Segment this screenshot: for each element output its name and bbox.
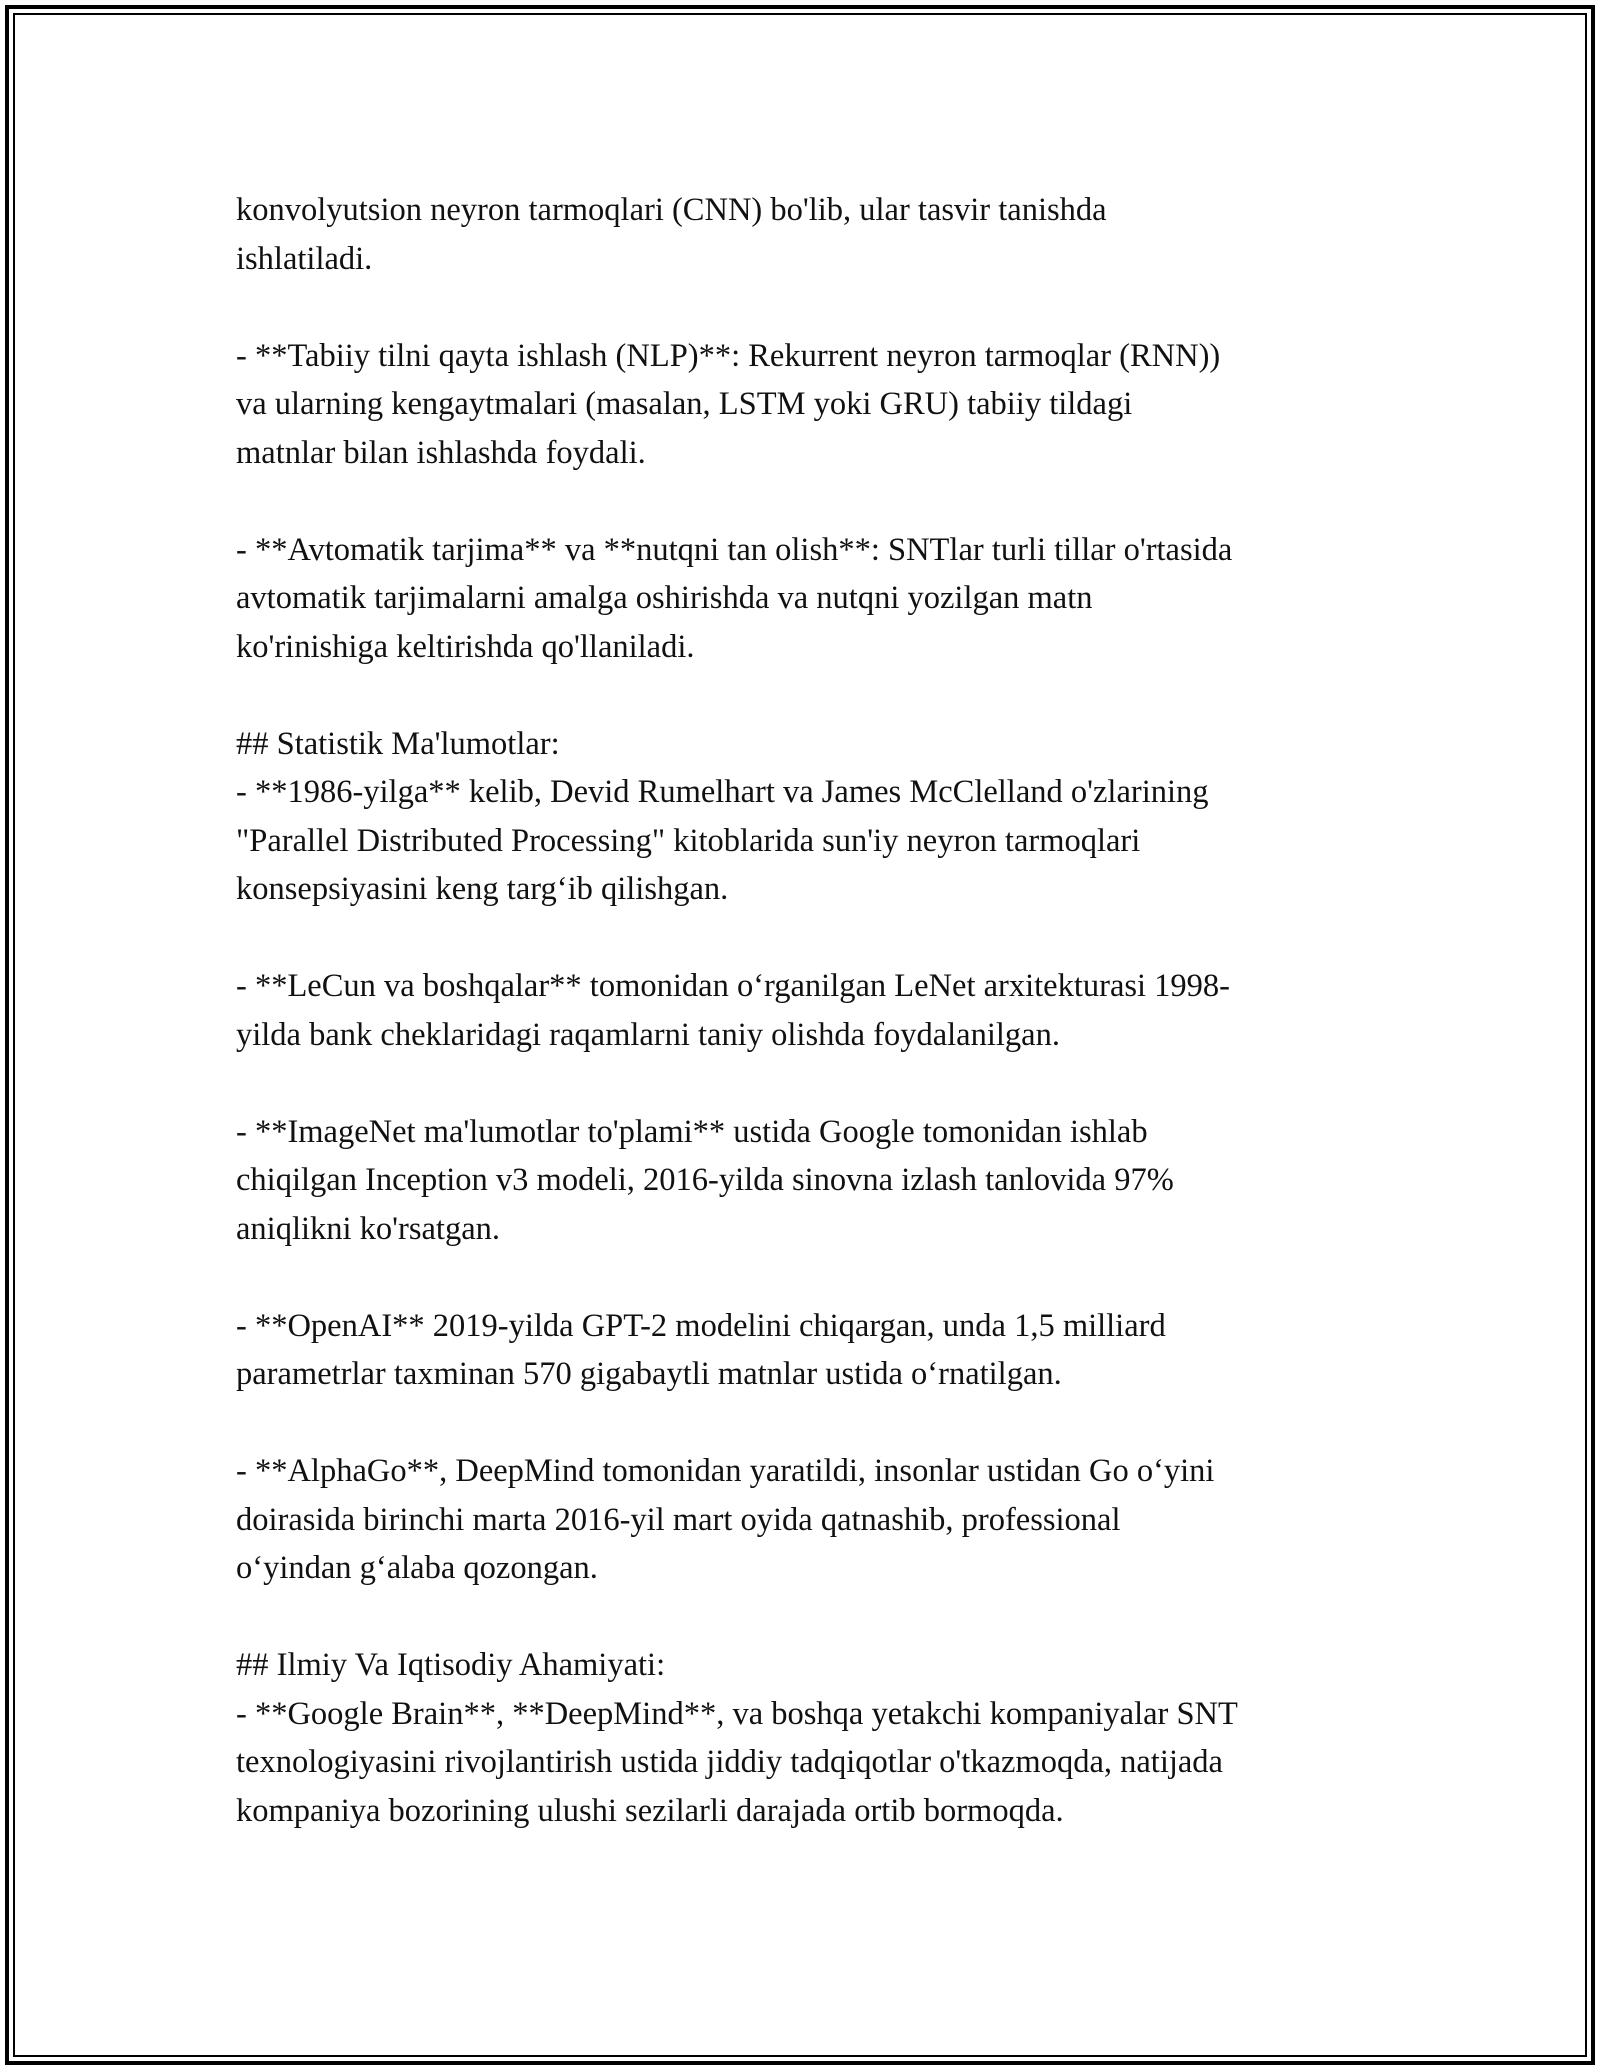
bullet-1986: - **1986-yilga** kelib, Devid Rumelhart va James McClelland o'zlarining "Parallel Distributed Processing" kitoblarida sun'iy neyron tarmoqlari konsepsiyasini keng targ‘ib qilishgan. bbox=[236, 774, 1209, 907]
bullet-google-brain: - **Google Brain**, **DeepMind**, va boshqa yetakchi kompaniyalar SNT texnologiyasini rivojlantirish ustida jiddiy tadqiqotlar o'tkazmoqda, natijada kompaniya bozorining ulushi sezilarli darajada ortib bormoqda. bbox=[236, 1695, 1238, 1829]
bullet-automatic-translation: - **Avtomatik tarjima** va **nutqni tan olish**: SNTlar turli tillar o'rtasida avtomatik tarjimalarni amalga oshirishda va nutqni yozilgan matn ko'rinishiga keltirishda qo'llaniladi. bbox=[236, 531, 1233, 665]
heading-statistik-malumotlar: ## Statistik Ma'lumotlar: bbox=[236, 725, 560, 762]
bullet-alphago: - **AlphaGo**, DeepMind tomonidan yaratildi, insonlar ustidan Go o‘yini doirasida birinchi marta 2016-yil mart oyida qatnashib, professional o‘yindan g‘alaba qozongan. bbox=[236, 1453, 1215, 1586]
bullet-openai: - **OpenAI** 2019-yilda GPT-2 modelini chiqargan, unda 1,5 milliard parametrlar taxminan 570 gigabaytli matnlar ustida o‘rnatilgan. bbox=[236, 1307, 1166, 1392]
bullet-imagenet: - **ImageNet ma'lumotlar to'plami** ustida Google tomonidan ishlab chiqilgan Inception v3 modeli, 2016-yilda sinovna izlash tanlovida 97% aniqlikni ko'rsatgan. bbox=[236, 1113, 1174, 1247]
heading-ilmiy-iqtisodiy-ahamiyati: ## Ilmiy Va Iqtisodiy Ahamiyati: bbox=[236, 1647, 666, 1683]
paragraph-cnn-continuation: konvolyutsion neyron tarmoqlari (CNN) bo'lib, ular tasvir tanishda ishlatiladi. bbox=[236, 192, 1107, 277]
bullet-lecun: - **LeCun va boshqalar** tomonidan o‘rganilgan LeNet arxitekturasi 1998- yilda bank cheklaridagi raqamlarni taniy olishda foydalanilgan. bbox=[236, 968, 1230, 1053]
bullet-nlp: - **Tabiiy tilni qayta ishlash (NLP)**: Rekurrent neyron tarmoqlar (RNN)) va ularning kengaytmalari (masalan, LSTM yoki GRU) tabiiy tildagi matnlar bilan ishlashda foydali. bbox=[236, 337, 1221, 471]
document-body bbox=[236, 186, 1366, 1884]
